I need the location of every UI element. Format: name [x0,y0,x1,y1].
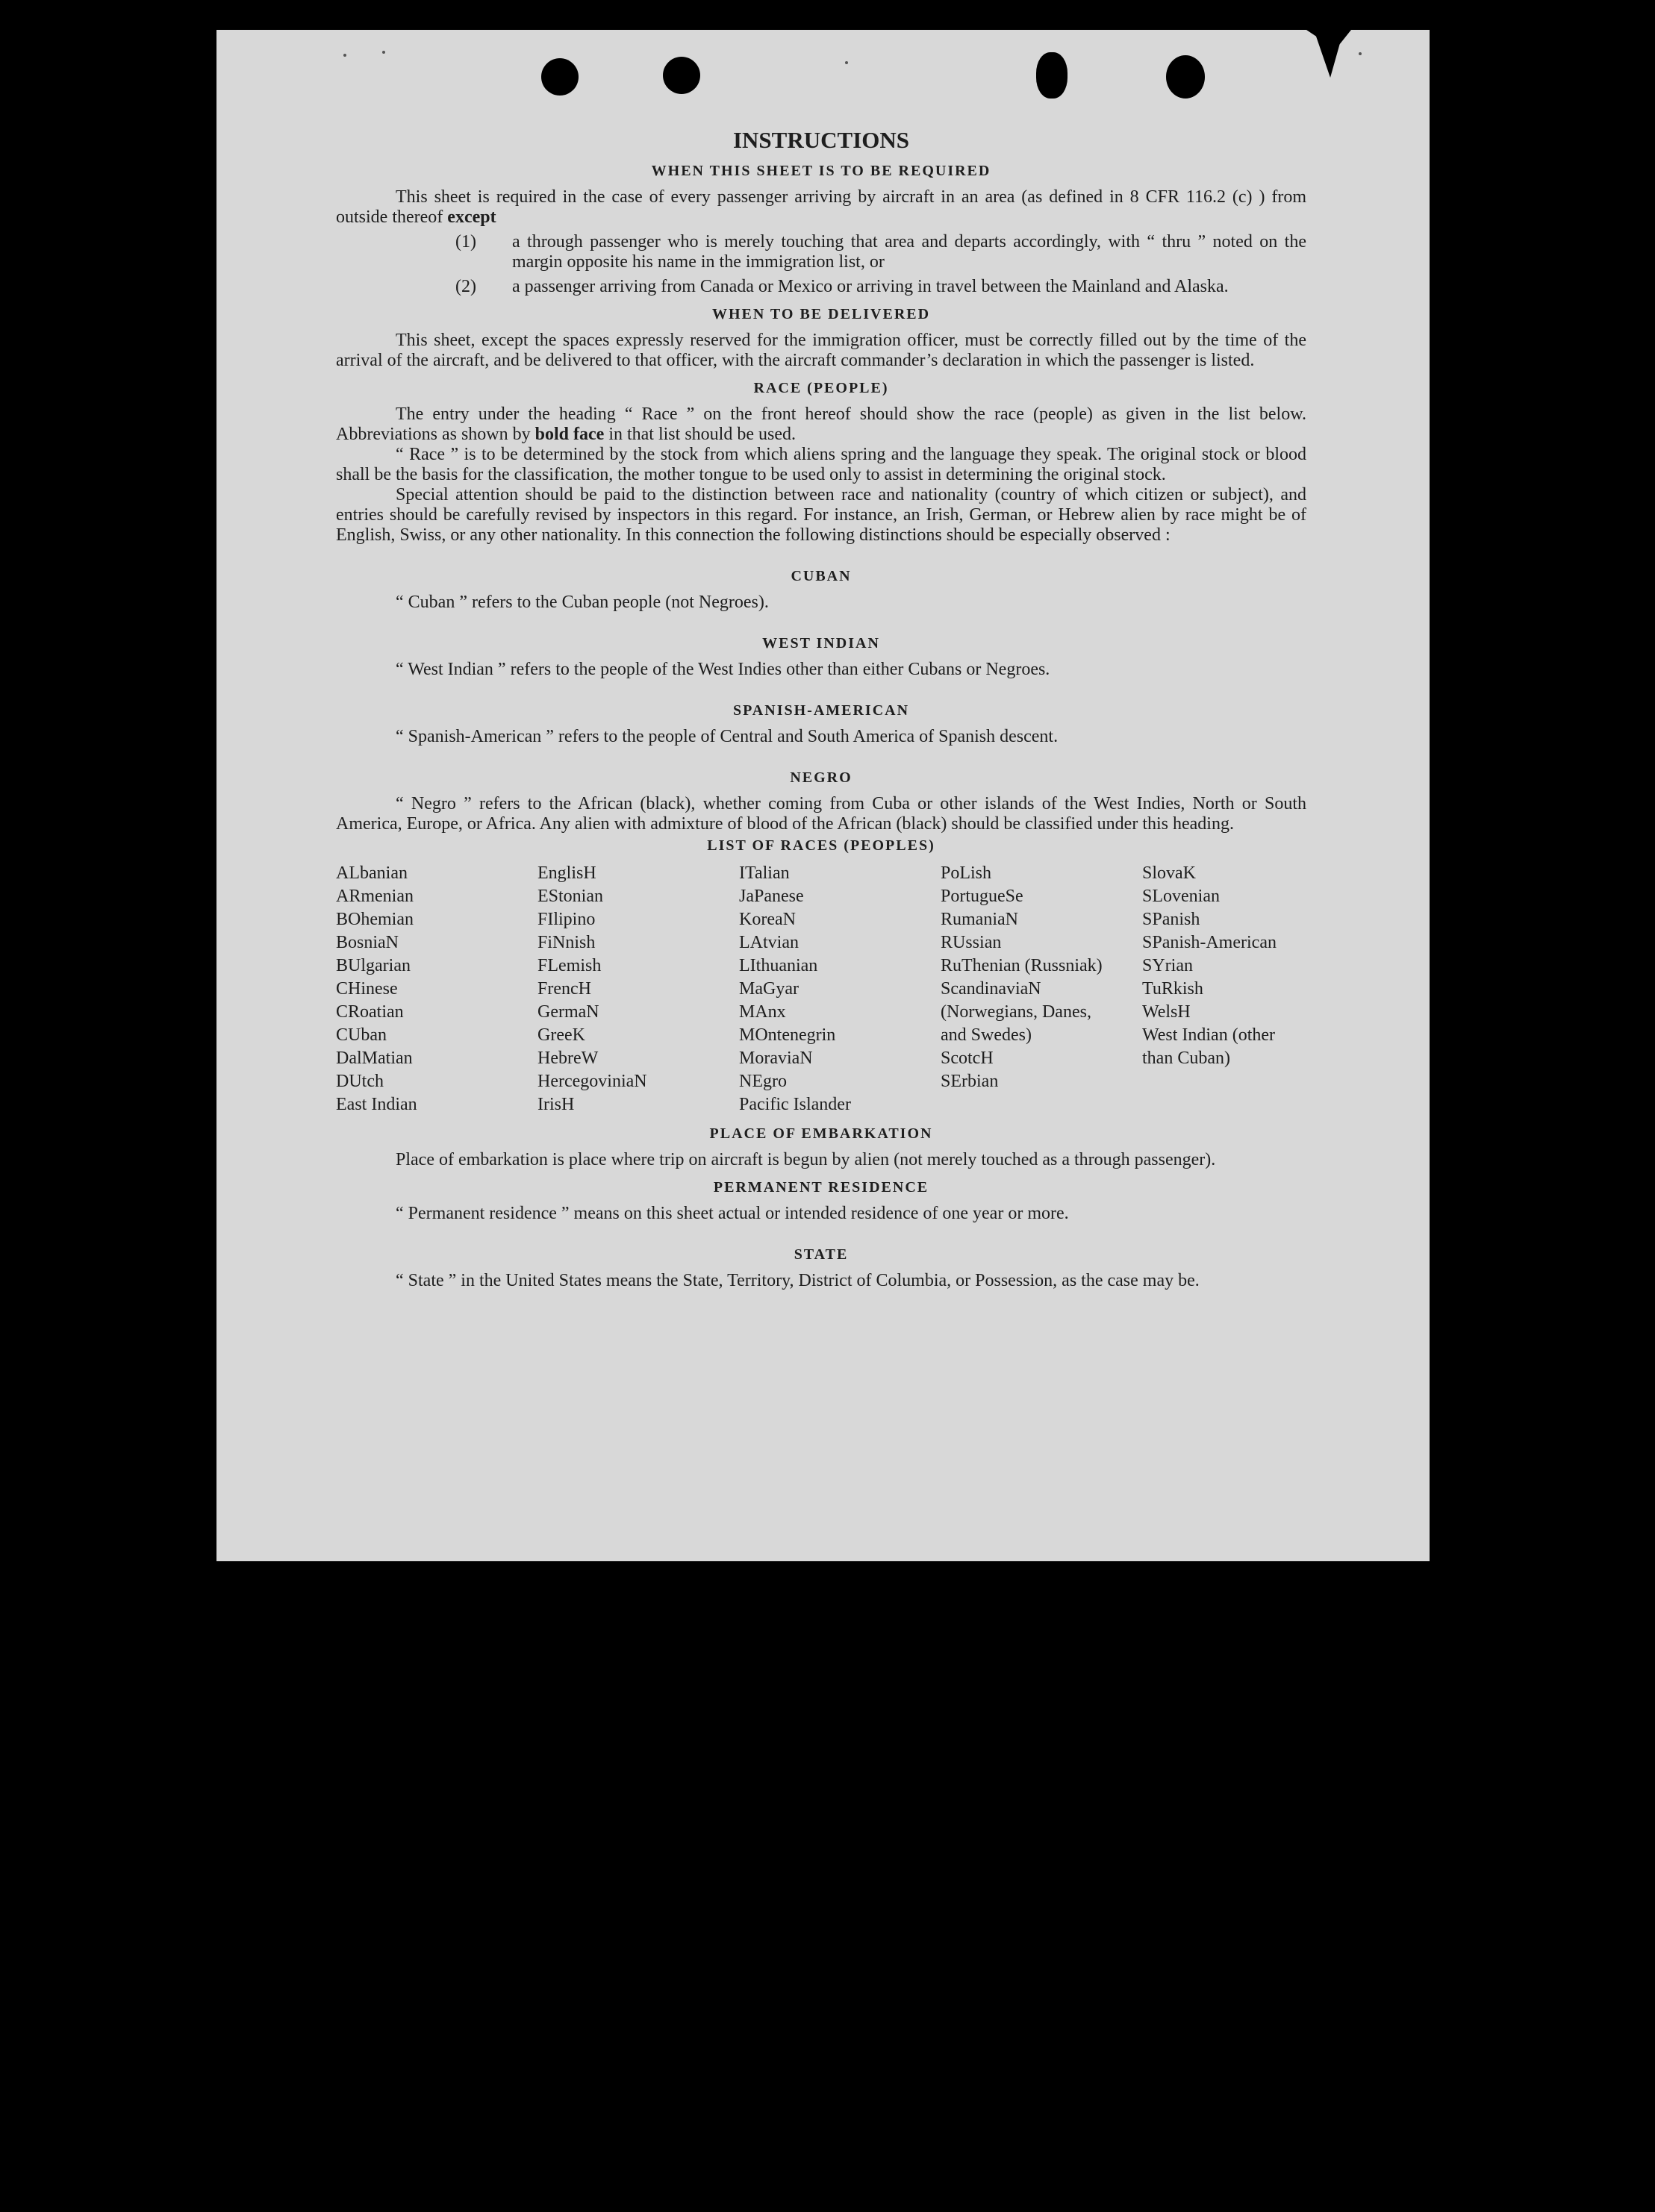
item-text: a through passenger who is merely touching that area and departs accordingly, with “ thru ” noted on the margin opposite his name in the immigration list, or [512,232,1306,272]
torn-edge [1314,30,1344,78]
required-item-1 [336,232,1306,272]
race-entry: HebreW [537,1049,599,1068]
race-entry: RUssian [941,933,1002,952]
section-heading-list: LIST OF RACES (PEOPLES) [707,837,935,854]
race-entry: FrencH [537,979,591,999]
delivered-text: This sheet, except the spaces expressly reserved for the immigration officer, must be correctly filled out by the time of the arrival of the aircraft, and be delivered to that officer, with the aircraft commander’s declaration in which the passenger is listed. [336,331,1306,370]
spanish-american-text: “ Spanish-American ” refers to the people of Central and South America of Spanish descent. [396,727,1059,746]
section-heading-embarkation: PLACE OF EMBARKATION [709,1125,933,1142]
section-heading-state: STATE [794,1246,849,1263]
negro-text: “ Negro ” refers to the African (black), whether coming from Cuba or other islands of the West Indies, North or South America, Europe, or Africa. Any alien with admixture of blood of the African (black) should be classified under this heading. [336,794,1306,834]
race-entry: GreeK [537,1025,585,1045]
race-entry: SLovenian [1142,887,1220,906]
punch-hole [1036,52,1068,99]
race-entry: NEgro [739,1072,787,1091]
paper-speck [343,54,346,57]
race-entry: BosniaN [336,933,399,952]
page-title: INSTRUCTIONS [732,127,909,153]
section-heading-residence: PERMANENT RESIDENCE [713,1179,929,1196]
race-entry: FIlipino [537,910,596,929]
section-heading-race: RACE (PEOPLE) [753,380,889,396]
item-number: (2) [455,277,476,296]
race-entry: RumaniaN [941,910,1018,929]
race-entry: East Indian [336,1095,417,1114]
paper-speck [382,51,385,54]
race-entry: CRoatian [336,1002,404,1022]
race-entry: RuThenian (Russniak) [941,956,1103,975]
race-entry: TuRkish [1142,979,1203,999]
race-entry: FiNnish [537,933,596,952]
race-entry: EnglisH [537,863,596,883]
race-p1-before: The entry under the heading “ Race ” on the front hereof should show the race (people) as given in the list below. Abbreviations as shown by [336,404,1306,444]
race-entry: SErbian [941,1072,999,1091]
races-column-5 [1142,862,1306,1116]
race-entry: ALbanian [336,863,408,883]
races-column-1 [336,862,537,1116]
race-entry: MAnx [739,1002,786,1022]
race-entry: CUban [336,1025,387,1045]
required-intro-text: This sheet is required in the case of every passenger arriving by aircraft in an area (as defined in 8 CFR 116.2 (c) ) from outside thereof [336,187,1306,227]
race-p1-after: in that list should be used. [608,425,796,444]
punch-hole [663,57,700,94]
race-entry: BUlgarian [336,956,411,975]
cuban-text: “ Cuban ” refers to the Cuban people (not Negroes). [396,593,769,612]
race-entry: MaGyar [739,979,799,999]
race-paragraph-1 [336,404,1306,445]
race-entry: FLemish [537,956,602,975]
section-heading-cuban: CUBAN [791,568,852,584]
required-intro [336,187,1306,228]
race-entry: PortugueSe [941,887,1023,906]
race-entry: GermaN [537,1002,599,1022]
required-item-2 [336,277,1306,297]
race-entry: HercegoviniaN [537,1072,647,1091]
paper-speck [1359,52,1362,55]
race-entry: ScandinaviaN (Norwegians, Danes, and Swedes) [941,979,1091,1045]
race-entry: LIthuanian [739,956,818,975]
required-intro-bold: except [447,207,496,227]
residence-text: “ Permanent residence ” means on this sheet actual or intended residence of one year or more. [396,1204,1069,1223]
race-entry: SlovaK [1142,863,1196,883]
instructions-content [336,127,1306,1291]
race-entry: EStonian [537,887,603,906]
race-entry: LAtvian [739,933,799,952]
race-entry: CHinese [336,979,398,999]
race-entry: DalMatian [336,1049,413,1068]
document-sheet [216,30,1430,1561]
races-column-4 [941,862,1142,1116]
race-entry: ITalian [739,863,790,883]
paper-speck [845,61,848,64]
race-entry: JaPanese [739,887,804,906]
race-entry: SPanish-American [1142,933,1277,952]
section-heading-required: WHEN THIS SHEET IS TO BE REQUIRED [651,163,991,179]
punch-hole [541,58,579,96]
race-entry: IrisH [537,1095,575,1114]
race-paragraph-3: Special attention should be paid to the distinction between race and nationality (country of which citizen or subject), and entries should be carefully revised by inspectors in this regard. For instance, an Irish, German, or Hebrew alien by race might be of English, Swiss, or any other nationality. In this connection the following distinctions should be especially observed : [336,485,1306,545]
section-heading-spanish-american: SPANISH-AMERICAN [732,702,910,719]
race-entry: Pacific Islander [739,1095,851,1114]
race-entry: ScotcH [941,1049,994,1068]
race-entry: WelsH [1142,1002,1191,1022]
race-p1-bold: bold face [534,425,605,444]
race-entry: BOhemian [336,910,414,929]
race-entry: SPanish [1142,910,1200,929]
item-text: a passenger arriving from Canada or Mexico or arriving in travel between the Mainland and Alaska. [512,277,1229,296]
races-column-3 [739,862,941,1116]
race-entry: West Indian (other than Cuban) [1142,1025,1276,1068]
race-entry: MoraviaN [739,1049,813,1068]
race-entry: KoreaN [739,910,796,929]
embarkation-text: Place of embarkation is place where trip on aircraft is begun by alien (not merely touched as a through passenger). [396,1150,1216,1169]
section-heading-west-indian: WEST INDIAN [762,635,880,652]
section-heading-negro: NEGRO [790,769,853,786]
races-list [336,862,1306,1116]
race-entry: ARmenian [336,887,414,906]
race-entry: DUtch [336,1072,384,1091]
races-column-2 [537,862,739,1116]
race-entry: SYrian [1142,956,1193,975]
punch-hole [1166,55,1205,99]
race-paragraph-2: “ Race ” is to be determined by the stock from which aliens spring and the language they speak. The original stock or blood shall be the basis for the classification, the mother tongue to be used only to assist in determining the original stock. [336,445,1306,484]
race-entry: MOntenegrin [739,1025,836,1045]
west-indian-text: “ West Indian ” refers to the people of the West Indies other than either Cubans or Negroes. [396,660,1050,679]
item-number: (1) [455,232,476,251]
state-text: “ State ” in the United States means the State, Territory, District of Columbia, or Possession, as the case may be. [396,1271,1200,1290]
race-entry: PoLish [941,863,992,883]
section-heading-delivered: WHEN TO BE DELIVERED [711,306,931,322]
